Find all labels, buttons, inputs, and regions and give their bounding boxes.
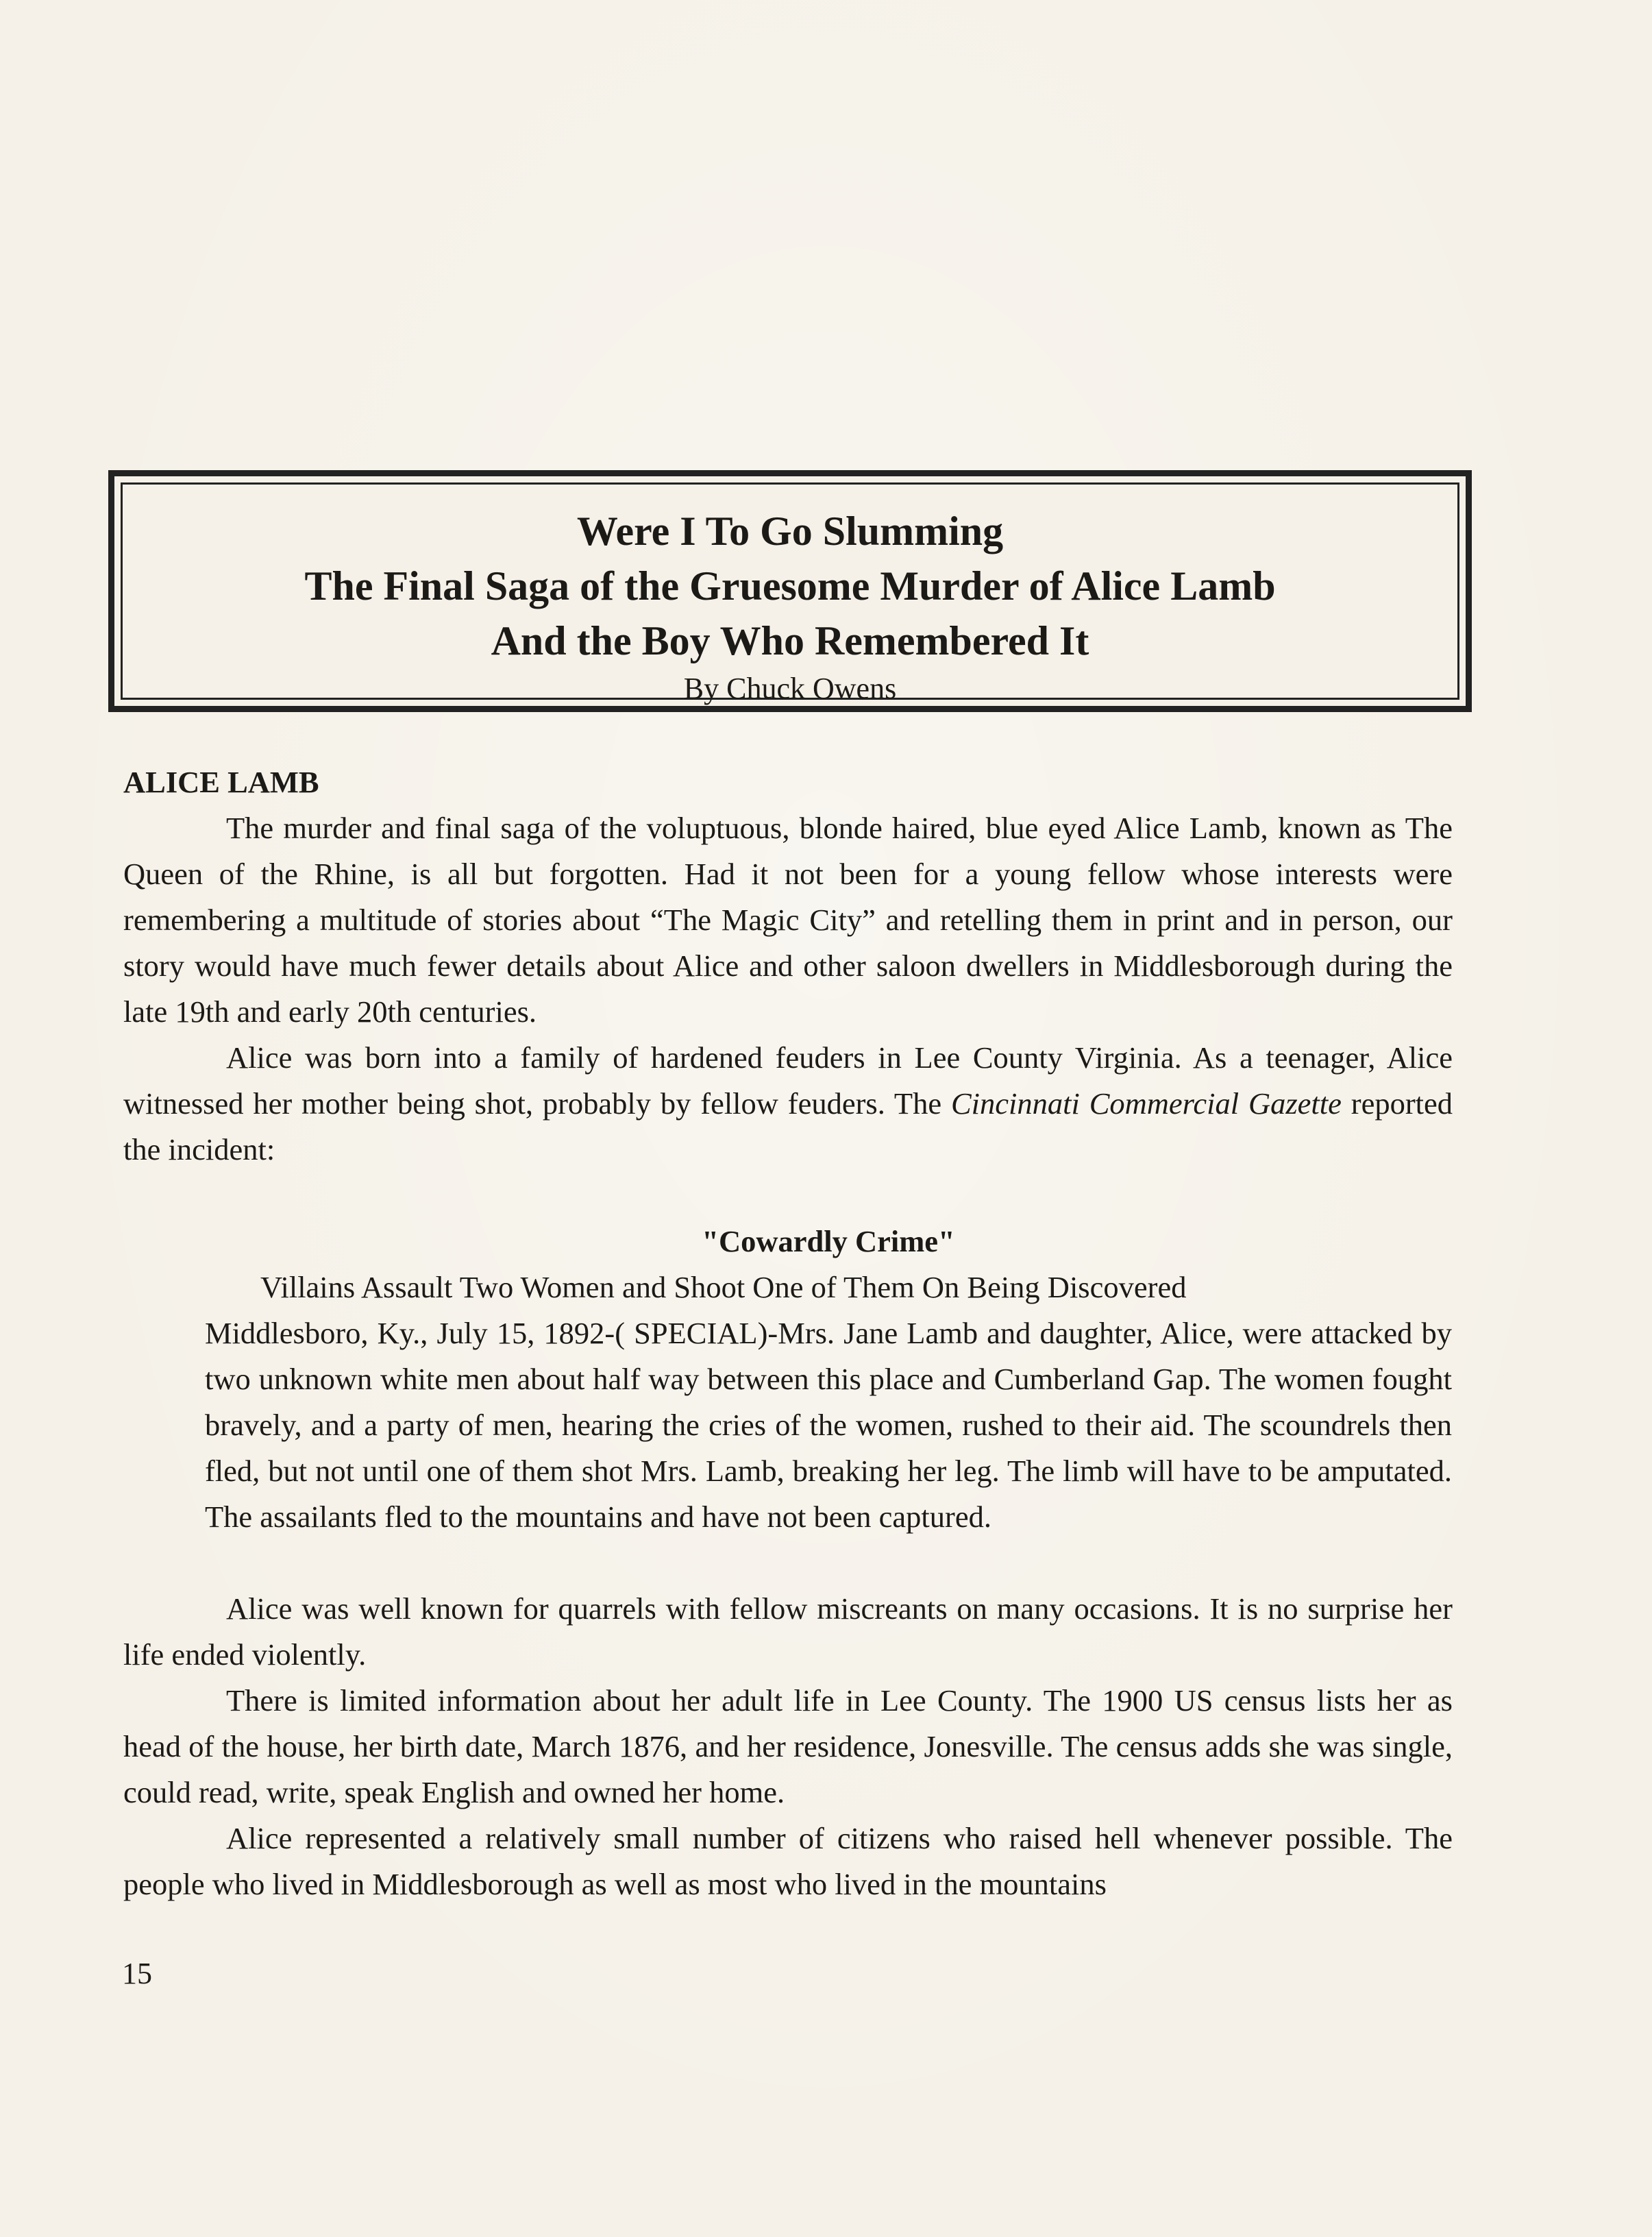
- article-title-line-3: And the Boy Who Remembered It: [491, 618, 1089, 663]
- quote-title: "Cowardly Crime": [702, 1224, 955, 1258]
- article-title-line-1: Were I To Go Slumming: [576, 509, 1004, 554]
- page-number: 15: [122, 1957, 152, 1990]
- paragraph-2-text-start: Alice was born into a family of hardened feuders in Lee County Virginia. As a teenager, Alice witnessed her mother being shot, probably by fellow feuders. The: [123, 1040, 1453, 1121]
- continuation: [123, 1586, 1453, 1907]
- paragraph-2: [123, 1035, 1453, 1173]
- title-box: [108, 470, 1472, 712]
- byline: By Chuck Owens: [683, 672, 897, 705]
- newspaper-name: Cincinnati Commercial Gazette: [950, 1086, 1342, 1121]
- article-title-line-2: The Final Saga of the Gruesome Murder of Alice Lamb: [304, 563, 1276, 609]
- section-heading: ALICE LAMB: [123, 765, 319, 799]
- paragraph-2-text-end: reported the incident:: [123, 1086, 1453, 1166]
- paragraph-1: The murder and final saga of the voluptuous, blonde haired, blue eyed Alice Lamb, known as The Queen of the Rhine, is all but forgotten. Had it not been for a young fellow whose interests were remembering a multitude of stories about “The Magic City” and retelling them in print and in person, our story would have much fewer details about Alice and other saloon dwellers in Middlesborough during the late 19th and early 20th centuries.: [123, 811, 1453, 1029]
- title-box-inner: [121, 482, 1459, 705]
- paragraph-3: Alice was well known for quarrels with fellow miscreants on many occasions. It is no surprise her life ended violently.: [123, 1591, 1453, 1672]
- paragraph-4: There is limited information about her adult life in Lee County. The 1900 US census lists her as head of the house, her birth date, March 1876, and her residence, Jonesville. The census adds she was single, could read, write, speak English and owned her home.: [123, 1683, 1453, 1809]
- quote-subtitle: Villains Assault Two Women and Shoot One of Them On Being Discovered: [260, 1270, 1187, 1304]
- quote-body: Middlesboro, Ky., July 15, 1892-( SPECIAL)-Mrs. Jane Lamb and daughter, Alice, were attacked by two unknown white men about half way between this place and Cumberland Gap. The women fought bravely, and a party of men, hearing the cries of the women, rushed to their aid. The scoundrels then fled, but not until one of them shot Mrs. Lamb, breaking her leg. The limb will have to be amputated. The assailants fled to the mountains and have not been captured.: [205, 1316, 1452, 1534]
- article-body: [123, 759, 1453, 1907]
- quoted-news-article: [123, 1219, 1452, 1540]
- paragraph-5: Alice represented a relatively small number of citizens who raised hell whenever possible. The people who lived in Middlesborough as well as most who lived in the mountains: [123, 1821, 1453, 1901]
